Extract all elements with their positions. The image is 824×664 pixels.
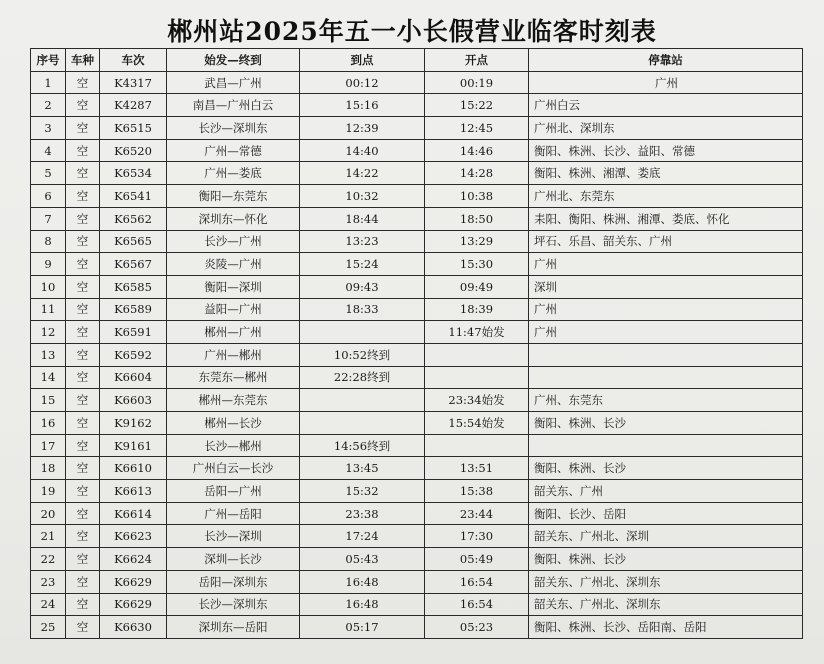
- cell-type: 空: [66, 139, 100, 162]
- table-row: [31, 117, 803, 140]
- cell-no: 3: [31, 117, 66, 140]
- cell-no: 17: [31, 434, 66, 457]
- cell-arrive: 16:48: [300, 593, 425, 616]
- cell-arrive: 05:43: [300, 548, 425, 571]
- cell-no: 5: [31, 162, 66, 185]
- cell-type: 空: [66, 366, 100, 389]
- cell-arrive: [300, 321, 425, 344]
- cell-arrive: 16:48: [300, 570, 425, 593]
- cell-route: 衡阳—东莞东: [167, 185, 300, 208]
- table-header-row: [31, 49, 803, 72]
- cell-no: 22: [31, 548, 66, 571]
- cell-train: K6629: [100, 570, 167, 593]
- table-row: [31, 570, 803, 593]
- cell-type: 空: [66, 502, 100, 525]
- cell-type: 空: [66, 230, 100, 253]
- cell-type: 空: [66, 275, 100, 298]
- cell-type: 空: [66, 593, 100, 616]
- cell-route: 益阳—广州: [167, 298, 300, 321]
- cell-arrive: 10:52终到: [300, 343, 425, 366]
- cell-arrive: 05:17: [300, 616, 425, 639]
- cell-type: 空: [66, 162, 100, 185]
- cell-type: 空: [66, 480, 100, 503]
- cell-route: 南昌—广州白云: [167, 94, 300, 117]
- cell-stops: 衡阳、株洲、长沙: [529, 457, 803, 480]
- cell-type: 空: [66, 616, 100, 639]
- cell-stops: 衡阳、株洲、长沙、岳阳南、岳阳: [529, 616, 803, 639]
- cell-no: 25: [31, 616, 66, 639]
- cell-type: 空: [66, 434, 100, 457]
- cell-no: 11: [31, 298, 66, 321]
- table-row: [31, 253, 803, 276]
- cell-stops: 耒阳、衡阳、株洲、湘潭、娄底、怀化: [529, 207, 803, 230]
- table-row: [31, 94, 803, 117]
- cell-stops: 广州、东莞东: [529, 389, 803, 412]
- cell-stops: 韶关东、广州北、深圳: [529, 525, 803, 548]
- cell-arrive: 22:28终到: [300, 366, 425, 389]
- cell-arrive: 09:43: [300, 275, 425, 298]
- cell-route: 岳阳—广州: [167, 480, 300, 503]
- cell-stops: 衡阳、株洲、长沙: [529, 548, 803, 571]
- header-arrive: 到点: [300, 49, 425, 72]
- cell-type: 空: [66, 525, 100, 548]
- cell-arrive: 17:24: [300, 525, 425, 548]
- cell-no: 8: [31, 230, 66, 253]
- cell-type: 空: [66, 548, 100, 571]
- table-row: [31, 593, 803, 616]
- cell-stops: 广州: [529, 71, 803, 94]
- cell-stops: [529, 434, 803, 457]
- cell-depart: 12:45: [425, 117, 529, 140]
- cell-no: 23: [31, 570, 66, 593]
- table-row: [31, 71, 803, 94]
- cell-train: K6541: [100, 185, 167, 208]
- cell-no: 13: [31, 343, 66, 366]
- cell-train: K6613: [100, 480, 167, 503]
- cell-stops: 广州: [529, 253, 803, 276]
- cell-arrive: 14:56终到: [300, 434, 425, 457]
- cell-stops: 广州: [529, 298, 803, 321]
- cell-train: K6562: [100, 207, 167, 230]
- cell-depart: [425, 343, 529, 366]
- cell-type: 空: [66, 457, 100, 480]
- table-row: [31, 139, 803, 162]
- cell-no: 2: [31, 94, 66, 117]
- cell-type: 空: [66, 412, 100, 435]
- table-row: [31, 548, 803, 571]
- table-row: [31, 162, 803, 185]
- cell-no: 24: [31, 593, 66, 616]
- cell-train: K6534: [100, 162, 167, 185]
- cell-depart: 16:54: [425, 593, 529, 616]
- cell-depart: 09:49: [425, 275, 529, 298]
- cell-depart: 14:28: [425, 162, 529, 185]
- cell-no: 16: [31, 412, 66, 435]
- cell-depart: 10:38: [425, 185, 529, 208]
- cell-arrive: 10:32: [300, 185, 425, 208]
- table-row: [31, 343, 803, 366]
- cell-depart: 00:19: [425, 71, 529, 94]
- cell-stops: [529, 343, 803, 366]
- cell-train: K6589: [100, 298, 167, 321]
- cell-type: 空: [66, 321, 100, 344]
- cell-no: 18: [31, 457, 66, 480]
- cell-stops: 韶关东、广州北、深圳东: [529, 570, 803, 593]
- table-row: [31, 434, 803, 457]
- cell-train: K6603: [100, 389, 167, 412]
- cell-arrive: 15:24: [300, 253, 425, 276]
- cell-train: K6567: [100, 253, 167, 276]
- table-row: [31, 389, 803, 412]
- cell-type: 空: [66, 71, 100, 94]
- header-depart: 开点: [425, 49, 529, 72]
- cell-stops: [529, 366, 803, 389]
- cell-arrive: 15:16: [300, 94, 425, 117]
- cell-depart: 15:22: [425, 94, 529, 117]
- header-train: 车次: [100, 49, 167, 72]
- cell-depart: 15:54始发: [425, 412, 529, 435]
- cell-route: 长沙—深圳东: [167, 593, 300, 616]
- cell-depart: 05:49: [425, 548, 529, 571]
- cell-no: 1: [31, 71, 66, 94]
- cell-route: 深圳东—岳阳: [167, 616, 300, 639]
- cell-arrive: 13:23: [300, 230, 425, 253]
- cell-depart: 11:47始发: [425, 321, 529, 344]
- cell-type: 空: [66, 298, 100, 321]
- cell-no: 15: [31, 389, 66, 412]
- table-row: [31, 480, 803, 503]
- cell-route: 郴州—长沙: [167, 412, 300, 435]
- cell-no: 9: [31, 253, 66, 276]
- cell-stops: 广州北、东莞东: [529, 185, 803, 208]
- cell-depart: 13:51: [425, 457, 529, 480]
- cell-train: K6614: [100, 502, 167, 525]
- cell-train: K6515: [100, 117, 167, 140]
- cell-arrive: 18:33: [300, 298, 425, 321]
- cell-stops: 广州白云: [529, 94, 803, 117]
- cell-depart: 05:23: [425, 616, 529, 639]
- cell-route: 长沙—深圳东: [167, 117, 300, 140]
- cell-route: 广州—常德: [167, 139, 300, 162]
- cell-train: K6610: [100, 457, 167, 480]
- header-route: 始发—终到: [167, 49, 300, 72]
- cell-depart: 18:39: [425, 298, 529, 321]
- cell-stops: 广州: [529, 321, 803, 344]
- cell-no: 4: [31, 139, 66, 162]
- cell-no: 20: [31, 502, 66, 525]
- cell-train: K6565: [100, 230, 167, 253]
- cell-type: 空: [66, 253, 100, 276]
- cell-train: K6624: [100, 548, 167, 571]
- header-type: 车种: [66, 49, 100, 72]
- table-row: [31, 321, 803, 344]
- table-row: [31, 230, 803, 253]
- cell-depart: 23:44: [425, 502, 529, 525]
- table-row: [31, 412, 803, 435]
- cell-route: 长沙—深圳: [167, 525, 300, 548]
- header-stops: 停靠站: [529, 49, 803, 72]
- cell-route: 深圳东—怀化: [167, 207, 300, 230]
- cell-depart: 17:30: [425, 525, 529, 548]
- timetable-table: [30, 48, 803, 639]
- cell-stops: 深圳: [529, 275, 803, 298]
- cell-stops: 韶关东、广州北、深圳东: [529, 593, 803, 616]
- cell-type: 空: [66, 185, 100, 208]
- cell-type: 空: [66, 207, 100, 230]
- table-row: [31, 185, 803, 208]
- cell-no: 10: [31, 275, 66, 298]
- page-title: 郴州站2025年五一小长假营业临客时刻表: [167, 17, 657, 46]
- cell-train: K6585: [100, 275, 167, 298]
- header-no: 序号: [31, 49, 66, 72]
- cell-no: 7: [31, 207, 66, 230]
- cell-stops: 坪石、乐昌、韶关东、广州: [529, 230, 803, 253]
- cell-route: 武昌—广州: [167, 71, 300, 94]
- cell-route: 郴州—东莞东: [167, 389, 300, 412]
- cell-type: 空: [66, 94, 100, 117]
- cell-arrive: 18:44: [300, 207, 425, 230]
- cell-depart: 14:46: [425, 139, 529, 162]
- table-row: [31, 207, 803, 230]
- cell-route: 岳阳—深圳东: [167, 570, 300, 593]
- cell-type: 空: [66, 117, 100, 140]
- cell-route: 衡阳—深圳: [167, 275, 300, 298]
- cell-arrive: 14:40: [300, 139, 425, 162]
- cell-train: K4317: [100, 71, 167, 94]
- cell-train: K6630: [100, 616, 167, 639]
- cell-depart: 18:50: [425, 207, 529, 230]
- cell-arrive: 15:32: [300, 480, 425, 503]
- cell-arrive: 00:12: [300, 71, 425, 94]
- cell-no: 21: [31, 525, 66, 548]
- cell-train: K6520: [100, 139, 167, 162]
- cell-train: K6591: [100, 321, 167, 344]
- cell-stops: 衡阳、长沙、岳阳: [529, 502, 803, 525]
- cell-train: K4287: [100, 94, 167, 117]
- table-row: [31, 616, 803, 639]
- cell-arrive: [300, 412, 425, 435]
- cell-depart: 15:30: [425, 253, 529, 276]
- cell-arrive: 13:45: [300, 457, 425, 480]
- cell-route: 长沙—广州: [167, 230, 300, 253]
- cell-route: 深圳—长沙: [167, 548, 300, 571]
- cell-no: 14: [31, 366, 66, 389]
- cell-train: K9161: [100, 434, 167, 457]
- cell-route: 广州—郴州: [167, 343, 300, 366]
- cell-stops: 韶关东、广州: [529, 480, 803, 503]
- cell-depart: 15:38: [425, 480, 529, 503]
- cell-no: 19: [31, 480, 66, 503]
- table-row: [31, 275, 803, 298]
- cell-route: 长沙—郴州: [167, 434, 300, 457]
- table-row: [31, 525, 803, 548]
- cell-train: K6629: [100, 593, 167, 616]
- cell-arrive: 12:39: [300, 117, 425, 140]
- cell-arrive: [300, 389, 425, 412]
- cell-stops: 衡阳、株洲、长沙、益阳、常德: [529, 139, 803, 162]
- cell-depart: [425, 434, 529, 457]
- cell-train: K6623: [100, 525, 167, 548]
- cell-route: 广州—岳阳: [167, 502, 300, 525]
- table-row: [31, 298, 803, 321]
- cell-type: 空: [66, 389, 100, 412]
- cell-route: 东莞东—郴州: [167, 366, 300, 389]
- cell-route: 广州白云—长沙: [167, 457, 300, 480]
- table-body: [31, 71, 803, 638]
- cell-depart: 16:54: [425, 570, 529, 593]
- cell-route: 炎陵—广州: [167, 253, 300, 276]
- table-row: [31, 457, 803, 480]
- cell-type: 空: [66, 343, 100, 366]
- table-row: [31, 502, 803, 525]
- cell-no: 6: [31, 185, 66, 208]
- cell-train: K6592: [100, 343, 167, 366]
- cell-train: K9162: [100, 412, 167, 435]
- cell-arrive: 14:22: [300, 162, 425, 185]
- cell-depart: [425, 366, 529, 389]
- table-row: [31, 366, 803, 389]
- cell-stops: 衡阳、株洲、湘潭、娄底: [529, 162, 803, 185]
- cell-train: K6604: [100, 366, 167, 389]
- cell-stops: 衡阳、株洲、长沙: [529, 412, 803, 435]
- cell-type: 空: [66, 570, 100, 593]
- cell-depart: 13:29: [425, 230, 529, 253]
- cell-route: 郴州—广州: [167, 321, 300, 344]
- cell-stops: 广州北、深圳东: [529, 117, 803, 140]
- cell-arrive: 23:38: [300, 502, 425, 525]
- cell-no: 12: [31, 321, 66, 344]
- cell-depart: 23:34始发: [425, 389, 529, 412]
- cell-route: 广州—娄底: [167, 162, 300, 185]
